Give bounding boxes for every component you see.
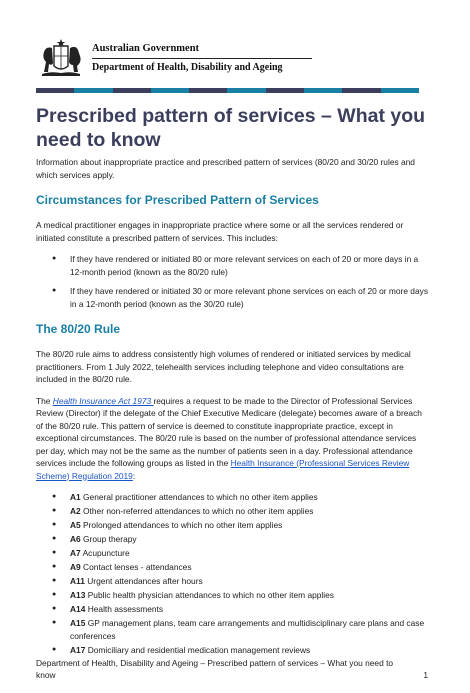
footer-text: Department of Health, Disability and Ageing – Prescribed pattern of services – What you need to know [36, 658, 394, 680]
health-insurance-act-link[interactable]: Health Insurance Act 1973 [52, 395, 154, 406]
list-item: ● If they have rendered or initiated 80 or more relevant services on each of 20 or more days in a 12-month period (known as the 80/20 rule) [70, 253, 428, 278]
item-code: A11 [70, 576, 85, 586]
department-name: Department of Health, Disability and Ageing [92, 62, 283, 73]
color-bar-segment [113, 88, 151, 93]
intro-paragraph: Information about inappropriate practice and prescribed pattern of services (80/20 and 30/20 rules and which services apply. [36, 157, 415, 180]
paragraph-text: requires a request to be made to the Director of Professional Services Review (Director) if the delegate of the Chief Executive Medicare (delegate) becomes aware of a breach of the 80/20 rule. This pattern of service is deemed to constitute inappropriate practice, except in exceptional circumstances. The 80/20 rule is based on the number of professional attendance services per day, which may not be the same as the number of patients seen in a day. Professional attendance services include the following groups as listed in the [36, 395, 422, 468]
act-paragraph [36, 395, 428, 483]
color-bar-segment [189, 88, 227, 93]
item-code: A13 [70, 590, 86, 600]
list-item [70, 589, 428, 602]
section-heading-8020-rule: The 80/20 Rule [36, 322, 121, 336]
paragraph-text: : [132, 470, 136, 481]
color-bar-segment [342, 88, 380, 93]
coat-of-arms-logo [36, 36, 86, 80]
item-description: Contact lenses - attendances [80, 562, 192, 572]
regulation-2019-link[interactable]: Health Insurance (Professional Services Review Scheme) Regulation 2019 [36, 458, 410, 481]
attendance-groups-list [36, 491, 428, 656]
item-code: A5 [70, 520, 81, 530]
item-description: General practitioner attendances to which no other item applies [80, 492, 318, 502]
color-bar-segment [266, 88, 304, 93]
government-name: Australian Government [92, 43, 200, 54]
item-description: Public health physician attendances to which no other item applies [85, 590, 334, 600]
item-description: Other non-referred attendances to which no other item applies [80, 506, 314, 516]
rule-paragraph: The 80/20 rule aims to address consistently high volumes of rendered or initiated services by medical practitioners. From 1 July 2022, telehealth services including telephone and video consultations are included in the 80/20 rule. [36, 349, 411, 384]
page-header [36, 36, 436, 80]
list-item [70, 575, 428, 588]
item-code: A14 [70, 604, 86, 614]
list-item [70, 491, 428, 504]
item-description: GP management plans, team care arrangements and multidisciplinary care plans and case conferences [70, 618, 425, 641]
list-item [70, 617, 428, 642]
item-code: A6 [70, 534, 81, 544]
item-code: A7 [70, 548, 81, 558]
header-color-bar [36, 88, 419, 93]
list-item [70, 519, 428, 532]
color-bar-segment [381, 88, 419, 93]
header-divider [92, 58, 312, 59]
circumstances-list [36, 253, 428, 310]
page-footer [36, 657, 428, 681]
color-bar-segment [304, 88, 342, 93]
item-description: Group therapy [80, 534, 137, 544]
item-description: Domiciliary and residential medication management reviews [85, 644, 311, 655]
list-item [70, 561, 428, 574]
list-item [70, 547, 428, 560]
page-title: Prescribed pattern of services – What you need to know [36, 105, 426, 151]
color-bar-segment [36, 88, 74, 93]
section-heading-circumstances: Circumstances for Prescribed Pattern of Services [36, 193, 319, 207]
item-code: A1 [70, 492, 81, 502]
list-item [70, 505, 428, 518]
paragraph-text: The [36, 395, 53, 406]
list-item [70, 644, 428, 657]
item-code: A17 [70, 644, 86, 655]
circumstances-paragraph: A medical practitioner engages in inappropriate practice where some or all the services rendered or initiated constitute a prescribed pattern of services. This includes: [36, 220, 404, 243]
list-item: ● If they have rendered or initiated 30 or more relevant phone services on each of 20 or more days in a 12-month period (known as the 30/20 rule) [70, 285, 428, 310]
color-bar-segment [227, 88, 265, 93]
item-code: A2 [70, 506, 81, 516]
page-number: 1 [423, 670, 428, 680]
document-body [36, 156, 428, 665]
item-code: A9 [70, 562, 81, 572]
list-item [70, 533, 428, 546]
item-description: Urgent attendances after hours [84, 576, 203, 586]
color-bar-segment [74, 88, 112, 93]
item-description: Prolonged attendances to which no other item applies [80, 520, 283, 530]
item-description: Health assessments [85, 604, 164, 614]
item-code: A15 [70, 618, 86, 628]
list-item [70, 603, 428, 616]
color-bar-segment [151, 88, 189, 93]
item-description: Acupuncture [80, 548, 130, 558]
